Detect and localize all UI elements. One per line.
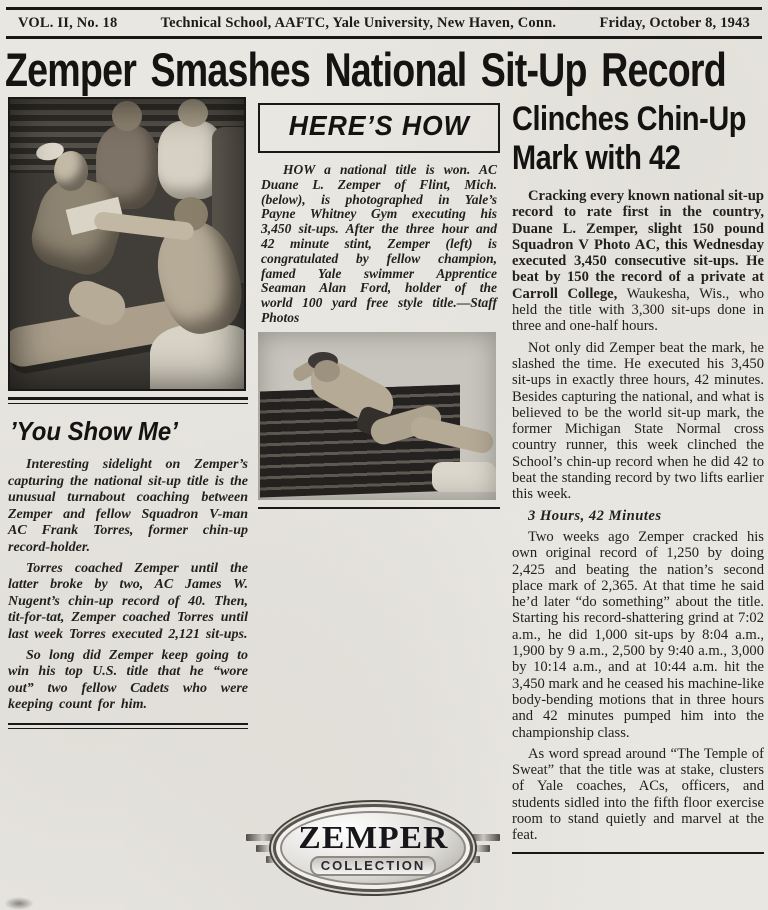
photo1-zemper-legs — [8, 296, 200, 369]
photo1-bleachers — [10, 99, 244, 173]
photo2-zemper-head — [314, 360, 340, 382]
right-paragraph-2: Not only did Zemper beat the mark, he slashed the time. He executed his 3,450 sit-ups in exactly three hours, 42 minutes. Besides capturing the national, and what is believed to be the world sit-up mark, the former Michigan State Normal cross country runner, this week clinched the School’s chin-up record when he did 42 to beat the standing record by two lifts earlier this week. — [512, 339, 764, 503]
zemper-handshake-photo — [8, 97, 246, 391]
masthead — [6, 7, 762, 39]
photo1-onlooker-head — [112, 101, 142, 131]
right-paragraph-1 — [512, 188, 764, 335]
heres-how-title: HERE’S HOW — [288, 110, 470, 141]
left-paragraph-2: Torres coached Zemper until the latter broke by two, AC James W. Nugent’s chin-up record of 40. Then, tit-for-tat, Zemper coached Torres until last week Torres executed 2,121 sit-ups. — [8, 560, 248, 642]
right-column-heading — [512, 100, 747, 178]
photo2-exercise-mat — [260, 384, 460, 497]
photo1-officer-body — [25, 169, 131, 281]
photo1-zemper-head — [174, 197, 208, 231]
photo1-soldier-right — [212, 127, 246, 283]
zemper-situp-photo — [258, 332, 496, 500]
logo-oval-badge — [273, 804, 473, 892]
issue-date: Friday, October 8, 1943 — [599, 15, 750, 31]
volume-number: VOL. II, No. 18 — [18, 15, 118, 31]
photo1-onlooker-gray-shirt — [96, 125, 158, 209]
photo2-zemper-arm — [291, 354, 327, 383]
main-headline: Zemper Smashes National Sit-Up Record — [5, 43, 726, 96]
scan-smudge — [4, 897, 34, 910]
photo2-zemper-trunks — [355, 404, 398, 441]
photo1-handshake-arm — [93, 211, 194, 241]
publication-name: Technical School, AAFTC, Yale University, New Haven, Conn. — [160, 15, 557, 31]
right-column — [512, 100, 764, 854]
photo2-zemper-torso — [304, 353, 400, 430]
left-column — [8, 97, 248, 729]
center-column — [258, 103, 500, 509]
photo2-pillow — [432, 462, 496, 492]
right-paragraph-1-rest: Waukesha, Wis., who held the title with 3,300 sit-ups done in three and one-half hours. — [512, 285, 764, 335]
zemper-collection-logo — [246, 803, 500, 893]
left-paragraph-3: So long did Zemper keep going to win his top U.S. title that he “wore out” two fellow Cadets who were keeping count for him. — [8, 647, 248, 713]
photo1-onlooker-white-tee — [158, 121, 224, 199]
photo1-officer-cap — [35, 140, 66, 162]
right-column-end-rule — [512, 852, 764, 854]
photo1-zemper-knee — [63, 275, 130, 330]
heres-how-box — [258, 103, 500, 153]
left-paragraph-1: Interesting sidelight on Zemper’s capturing the national sit-up title is the unusual turnabout coaching between Zemper and fellow Squadron V-man AC Frank Torres, former chin-up record-holder. — [8, 457, 248, 555]
photo2-bottom-rule — [258, 507, 500, 509]
photo1-bottom-rule — [8, 397, 248, 404]
photo1-onlooker-head-2 — [178, 99, 208, 127]
photo2-zemper-hair — [308, 352, 338, 370]
photo1-officer-head — [54, 151, 88, 191]
right-heading-line-2: Mark with 42 — [512, 139, 681, 177]
masthead-row — [6, 10, 762, 36]
right-heading-line-1: Clinches Chin-Up — [512, 100, 747, 138]
photo-caption: HOW a national title is won. AC Duane L. Zemper of Flint, Mich. (below), is photographed in Yale’s Payne Whitney Gym executing his 3,450 sit-ups. After the three hour and 42 minute stint, Zemper (left) is congratulated by fellow champion, famed Yale swimmer Apprentice Seaman Alan Ford, holder of the world 100 yard free style title.—Staff Photos — [261, 162, 497, 325]
left-column-end-rule — [8, 723, 248, 729]
masthead-bottom-rule — [6, 36, 762, 39]
you-show-me-heading: ’You Show Me’ — [10, 416, 178, 446]
photo2-zemper-thigh — [368, 402, 444, 447]
logo-title: ZEMPER — [297, 818, 449, 855]
right-paragraph-1-bold: Cracking every known national sit-up record to rate first in the country, Duane L. Zemper, slight 150 pound Squadron V Photo AC, this Wednesday executed 3,450 consecutive sit-ups. He beat by 150 the record of a private at Carroll College, — [512, 188, 764, 302]
photo2-zemper-shin — [409, 415, 496, 455]
right-paragraph-3: Two weeks ago Zemper cracked his own original record of 1,250 by doing 2,425 and beating the nation’s second place mark of 2,365. At that time he said he’d later “do something” about the title. Starting his record-shattering grind at 7:02 a.m., he did 1,000 sit-ups by 8:04 a.m., 1,900 by 9 a.m., 2,500 by 9:40 a.m., 3,000 by 10:14 a.m., and at 10:44 a.m. hit the 3,450 mark and he ceased his machine-like body-bending motions that in three hours and 42 minutes pumped him into the championship class. — [512, 528, 764, 741]
hours-minutes-subhead: 3 Hours, 42 Minutes — [528, 507, 662, 524]
photo1-towel — [150, 325, 246, 391]
photo1-paper — [66, 197, 125, 235]
photo1-zemper-torso — [148, 213, 246, 341]
right-paragraph-4: As word spread around “The Temple of Sweat” that the title was at stake, clusters of Yale coaches, ACs, officers, and students sidled into the fifth floor exercise room to stand quietly and marvel at the feat. — [512, 745, 764, 844]
logo-subtitle: COLLECTION — [310, 856, 437, 876]
